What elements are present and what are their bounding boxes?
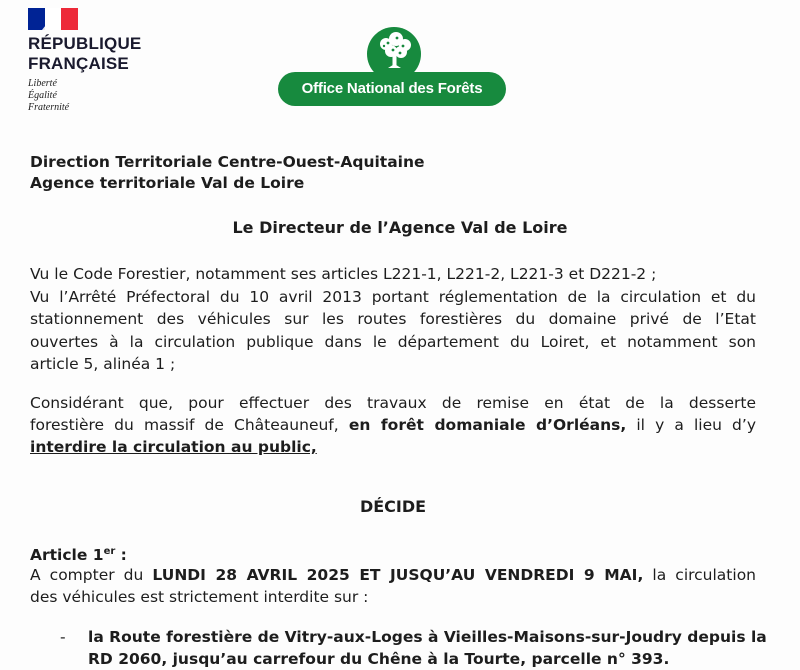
list-bullet: -: [60, 628, 66, 646]
republique-motto: [28, 78, 69, 114]
agence-territoriale: Agence territoriale Val de Loire: [30, 174, 305, 192]
vu-line-2: Vu l’Arrêté Préfectoral du 10 avril 2013 portant réglementation de la circulation et du: [30, 288, 756, 306]
motto-liberte: Liberté: [28, 78, 57, 89]
considerant-text-c: il y a lieu d’y: [636, 416, 756, 434]
foret-orleans-emphasis: en forêt domaniale d’Orléans,: [348, 416, 627, 434]
article-label: Article 1: [30, 546, 104, 565]
republique-name-line2: FRANÇAISE: [28, 54, 129, 73]
article-colon: :: [115, 546, 127, 565]
article-sup: er: [103, 546, 116, 557]
article-text-a: A compter du: [30, 566, 144, 584]
republique-name: [28, 34, 141, 74]
article-line-1: [30, 564, 756, 586]
republique-name-line1: RÉPUBLIQUE: [28, 34, 142, 53]
list-item-line-1: la Route forestière de Vitry-aux-Loges à Vieilles-Maisons-sur-Joudry depuis la: [88, 628, 767, 646]
vu-line-4: ouvertes à la circulation publique dans le département du Loiret, et notamment son: [30, 333, 756, 351]
decide-heading: DÉCIDE: [359, 497, 427, 516]
vu-line-1: Vu le Code Forestier, notamment ses articles L221-1, L221-2, L221-3 et D221-2 ;: [30, 265, 657, 283]
article-text-c: la circulation: [652, 566, 756, 584]
list-item-line-2: RD 2060, jusqu’au carrefour du Chêne à la Tourte, parcelle n° 393.: [88, 650, 670, 668]
considerant-text-a: forestière du massif de Châteauneuf,: [30, 416, 339, 434]
onf-banner-text: Office National des Forêts: [278, 72, 506, 106]
motto-fraternite: Fraternité: [28, 102, 70, 113]
considerant-line-2: [30, 414, 756, 436]
article-line-2: des véhicules est strictement interdite sur :: [30, 588, 369, 606]
interdiction-emphasis: interdire la circulation au public,: [30, 438, 317, 456]
considerant-line-1: Considérant que, pour effectuer des travaux de remise en état de la desserte: [30, 394, 756, 412]
vu-line-5: article 5, alinéa 1 ;: [30, 355, 176, 373]
marianne-flag-icon: [28, 8, 78, 30]
document-title: Le Directeur de l’Agence Val de Loire: [232, 218, 568, 237]
vu-line-3: stationnement des véhicules sur les routes forestières du domaine privé de l’Etat: [30, 310, 756, 328]
onf-logo: [278, 24, 508, 114]
direction-territoriale: Direction Territoriale Centre-Ouest-Aquitaine: [30, 153, 425, 171]
motto-egalite: Égalité: [28, 90, 57, 101]
date-range-emphasis: LUNDI 28 AVRIL 2025 ET JUSQU’AU VENDREDI 9 MAI,: [152, 566, 644, 584]
article-1-heading: [30, 541, 127, 566]
